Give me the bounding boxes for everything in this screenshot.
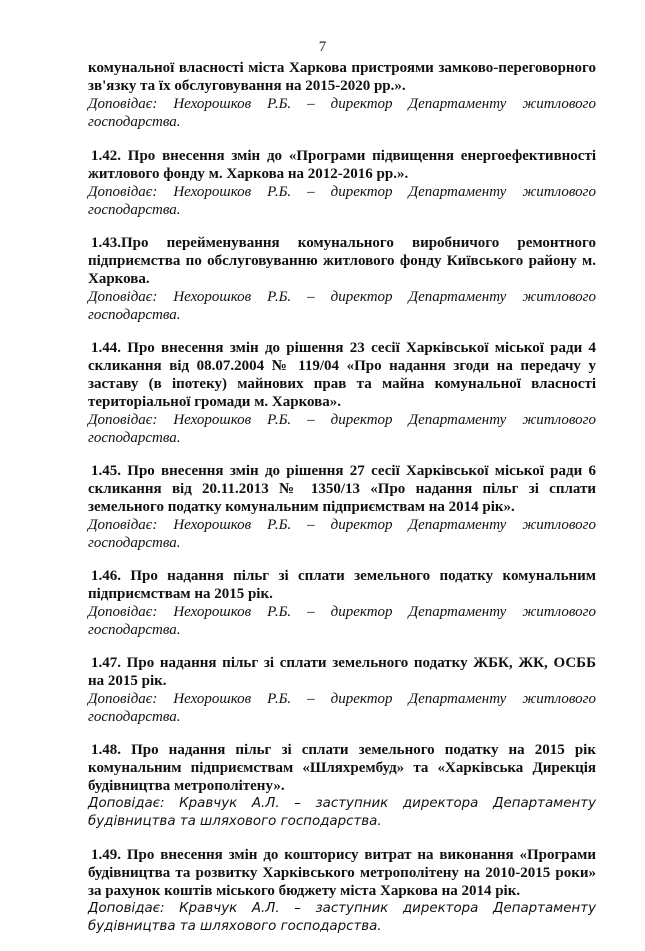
agenda-item-speaker: Доповідає: Нехорошков Р.Б. – директор Департаменту житлового господарства.	[88, 96, 596, 130]
agenda-item-speaker: Доповідає: Нехорошков Р.Б. – директор Департаменту житлового господарства.	[88, 289, 596, 323]
agenda-item-speaker: Доповідає: Нехорошков Р.Б. – директор Департаменту житлового господарства.	[88, 604, 596, 638]
agenda-item	[88, 741, 596, 831]
agenda-item-title: 1.47. Про надання пільг зі сплати земельного податку ЖБК, ЖК, ОСББ на 2015 рік.	[88, 655, 596, 689]
agenda-item-title: 1.42. Про внесення змін до «Програми підвищення енергоефективності житлового фонду м. Харкова на 2012-2016 рр.».	[88, 148, 596, 182]
agenda-item	[88, 234, 596, 324]
agenda-item-speaker: Доповідає: Нехорошков Р.Б. – директор Департаменту житлового господарства.	[88, 691, 596, 725]
agenda-item-title: 1.44. Про внесення змін до рішення 23 сесії Харківської міської ради 4 скликання від 08.07.2004 № 119/04 «Про надання згоди на передачу у заставу (в іпотеку) майнових прав та майна комунальної власності територіальної громади м. Харкова».	[88, 340, 596, 410]
agenda-item	[88, 147, 596, 219]
agenda-item	[88, 567, 596, 639]
agenda-item-speaker: Доповідає: Кравчук А.Л. – заступник директора Департаменту будівництва та шляхового господарства.	[88, 796, 596, 829]
agenda-item-title: комунальної власності міста Харкова пристроями замково-переговорного зв'язку та їх обслуговування на 2015-2020 рр.».	[88, 60, 596, 94]
agenda-item-title: 1.49. Про внесення змін до кошторису витрат на виконання «Програми будівництва та розвитку Харківського метрополітену на 2010-2015 роки» за рахунок коштів міського бюджету міста Харкова на 2014 рік.	[88, 847, 596, 899]
agenda-item-title: 1.43.Про перейменування комунального виробничого ремонтного підприємства по обслуговуванню житлового фонду Київського району м. Харкова.	[88, 235, 596, 287]
agenda-item-title: 1.48. Про надання пільг зі сплати земельного податку на 2015 рік комунальним підприємствам «Шляхрембуд» та «Харківська Дирекція будівництва метрополітену».	[88, 742, 596, 794]
agenda-item	[88, 339, 596, 447]
agenda-item-speaker: Доповідає: Нехорошков Р.Б. – директор Департаменту житлового господарства.	[88, 517, 596, 551]
agenda-item	[88, 59, 596, 131]
agenda-item	[88, 462, 596, 552]
page-number: 7	[318, 39, 327, 55]
agenda-list	[88, 59, 596, 951]
agenda-item-title: 1.46. Про надання пільг зі сплати земельного податку комунальним підприємствам на 2015 рік.	[88, 568, 596, 602]
agenda-item-speaker: Доповідає: Кравчук А.Л. – заступник директора Департаменту будівництва та шляхового господарства.	[88, 901, 596, 934]
agenda-item-speaker: Доповідає: Нехорошков Р.Б. – директор Департаменту житлового господарства.	[88, 184, 596, 218]
agenda-item-title: 1.45. Про внесення змін до рішення 27 сесії Харківської міської ради 6 скликання від 20.11.2013 № 1350/13 «Про надання пільг зі сплати земельного податку комунальним підприємствам на 2014 рік».	[88, 463, 596, 515]
agenda-item	[88, 846, 596, 936]
agenda-item-speaker: Доповідає: Нехорошков Р.Б. – директор Департаменту житлового господарства.	[88, 412, 596, 446]
agenda-item	[88, 654, 596, 726]
